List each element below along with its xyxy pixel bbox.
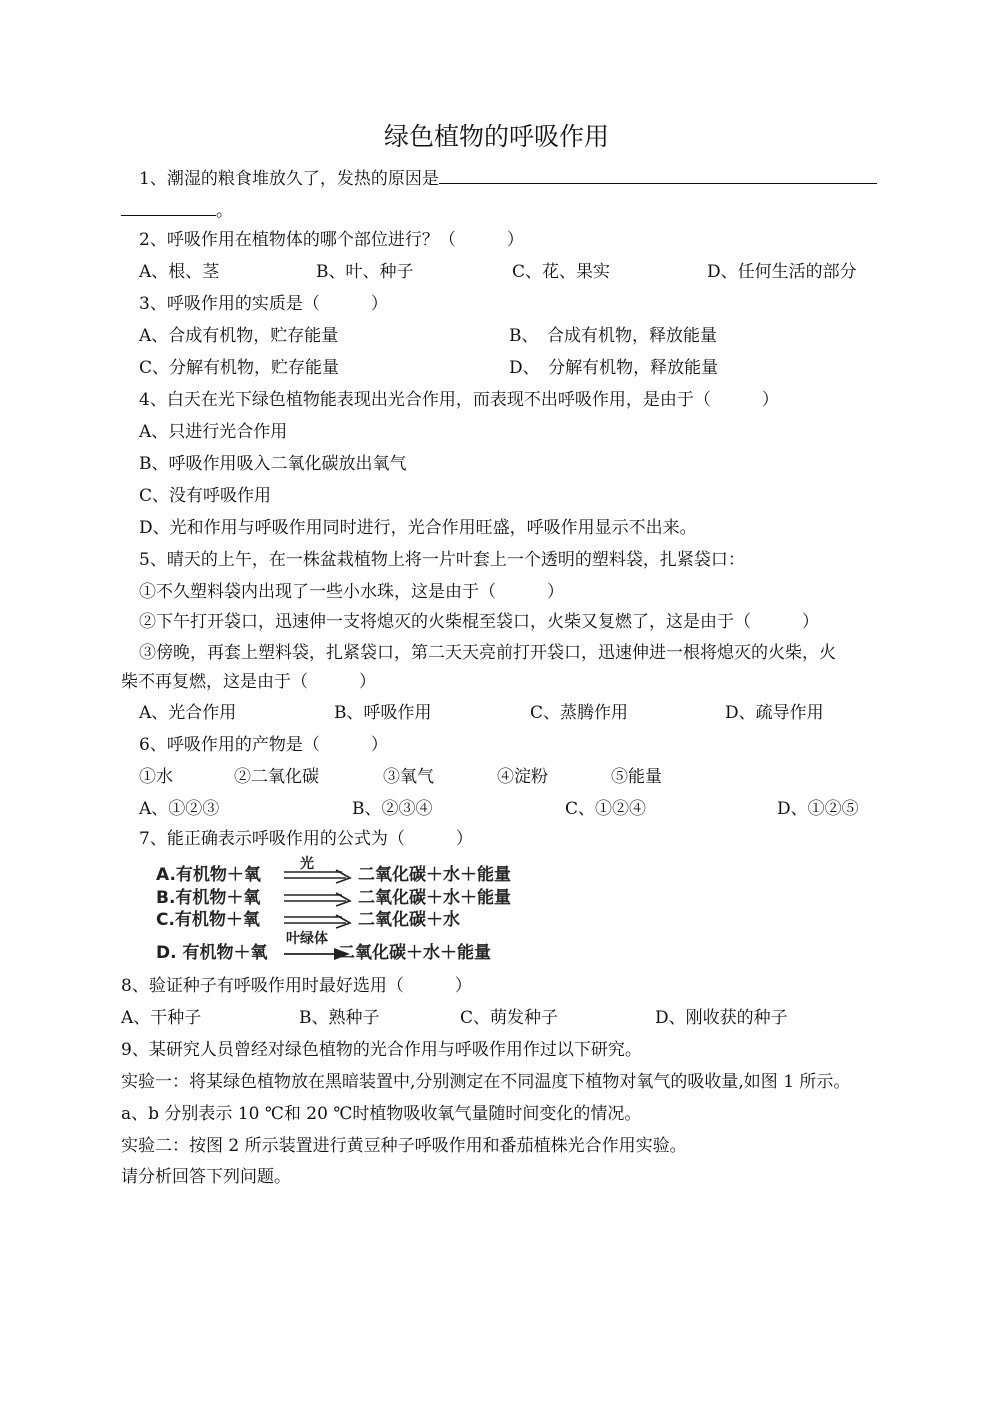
q4-option-d[interactable]: D、光和作用与呼吸作用同时进行，光合作用旺盛，呼吸作用显示不出来。 — [139, 518, 697, 538]
q2-option-b[interactable]: B、叶、种子 — [316, 262, 414, 282]
q8-option-b[interactable]: B、熟种子 — [299, 1008, 380, 1028]
question-1 — [139, 168, 877, 190]
formula-b-right: 二氧化碳＋水＋能量 — [358, 888, 511, 908]
question-5-stem: 5、晴天的上午，在一株盆栽植物上将一片叶套上一个透明的塑料袋，扎紧袋口： — [139, 550, 745, 570]
question-1-continued — [121, 200, 233, 222]
q3-option-d[interactable]: D、 分解有机物，释放能量 — [509, 358, 719, 378]
formula-d-condition: 叶绿体 — [286, 931, 328, 947]
answer-blank-continued[interactable] — [121, 201, 216, 216]
question-8-stem: 8、验证种子有呼吸作用时最好选用（ ） — [121, 976, 472, 996]
experiment-1-note: a、b 分别表示 10 ℃和 20 ℃时植物吸收氧气量随时间变化的情况。 — [121, 1104, 642, 1124]
q6-item: ⑤能量 — [611, 767, 662, 787]
formula-a-left[interactable]: A.有机物＋氧 — [156, 865, 261, 885]
q8-option-c[interactable]: C、萌发种子 — [460, 1008, 559, 1028]
question-6-stem: 6、呼吸作用的产物是（ ） — [139, 735, 388, 755]
q8-option-a[interactable]: A、干种子 — [121, 1008, 202, 1028]
q3-option-c[interactable]: C、分解有机物，贮存能量 — [139, 358, 340, 378]
question-5-sub-1: ①不久塑料袋内出现了一些小水珠，这是由于（ ） — [139, 582, 564, 602]
q6-item: ①水 — [139, 767, 173, 787]
q2-option-d[interactable]: D、任何生活的部分 — [707, 262, 857, 282]
q4-option-a[interactable]: A、只进行光合作用 — [139, 422, 288, 442]
question-3-stem: 3、呼吸作用的实质是（ ） — [139, 294, 388, 314]
q6-item: ④淀粉 — [497, 767, 548, 787]
arrow-icon — [282, 868, 352, 884]
q3-option-a[interactable]: A、合成有机物，贮存能量 — [139, 326, 339, 346]
q6-option-a[interactable]: A、①②③ — [139, 799, 220, 819]
q6-item: ③氧气 — [383, 767, 434, 787]
formula-c-right: 二氧化碳＋水 — [358, 910, 460, 930]
experiment-1-text: 实验一：将某绿色植物放在黑暗装置中,分别测定在不同温度下植物对氧气的吸收量,如图 1 所示。 — [121, 1072, 851, 1092]
q6-option-d[interactable]: D、①②⑤ — [777, 799, 859, 819]
formula-c-left[interactable]: C.有机物＋氧 — [156, 910, 260, 930]
question-4-stem: 4、白天在光下绿色植物能表现出光合作用，而表现不出呼吸作用，是由于（ ） — [139, 390, 779, 410]
q6-item: ②二氧化碳 — [234, 767, 319, 787]
question-5-sub-3-continued: 柴不再复燃，这是由于（ ） — [121, 672, 376, 692]
formula-a-condition: 光 — [300, 856, 314, 872]
question-2-stem: 2、呼吸作用在植物体的哪个部位进行？（ ） — [139, 230, 524, 250]
page-title: 绿色植物的呼吸作用 — [383, 122, 609, 151]
answer-blank[interactable] — [439, 169, 877, 184]
experiment-2-text: 实验二：按图 2 所示装置进行黄豆种子呼吸作用和番茄植株光合作用实验。 — [121, 1136, 687, 1156]
question-7-stem: 7、能正确表示呼吸作用的公式为（ ） — [139, 829, 473, 849]
q3-option-b[interactable]: B、 合成有机物，释放能量 — [509, 326, 717, 346]
question-5-sub-2: ②下午打开袋口，迅速伸一支将熄灭的火柴棍至袋口，火柴又复燃了，这是由于（ ） — [139, 612, 819, 632]
formula-b-left[interactable]: B.有机物＋氧 — [156, 888, 261, 908]
q5-option-c[interactable]: C、蒸腾作用 — [530, 703, 629, 723]
q2-option-a[interactable]: A、根、茎 — [139, 262, 220, 282]
q5-option-d[interactable]: D、疏导作用 — [725, 703, 824, 723]
question-5-sub-3: ③傍晚，再套上塑料袋，扎紧袋口，第二天天亮前打开袋口，迅速伸进一根将熄灭的火柴，火 — [139, 643, 836, 663]
arrow-icon — [282, 891, 352, 907]
q6-option-c[interactable]: C、①②④ — [565, 799, 647, 819]
q6-option-b[interactable]: B、②③④ — [352, 799, 433, 819]
q4-option-b[interactable]: B、呼吸作用吸入二氧化碳放出氧气 — [139, 454, 407, 474]
question-1-end: 。 — [216, 201, 233, 221]
arrow-icon — [282, 913, 352, 929]
q2-option-c[interactable]: C、花、果实 — [512, 262, 611, 282]
question-1-text: 1、潮湿的粮食堆放久了，发热的原因是 — [139, 169, 439, 189]
q5-option-b[interactable]: B、呼吸作用 — [334, 703, 432, 723]
q4-option-c[interactable]: C、没有呼吸作用 — [139, 486, 272, 506]
formula-d-right: 二氧化碳＋水＋能量 — [338, 943, 491, 963]
question-9-ask: 请分析回答下列问题。 — [121, 1167, 291, 1187]
formula-d-left[interactable]: D. 有机物＋氧 — [156, 943, 268, 963]
formula-a-right: 二氧化碳＋水＋能量 — [358, 865, 511, 885]
q8-option-d[interactable]: D、刚收获的种子 — [655, 1008, 788, 1028]
question-9-stem: 9、某研究人员曾经对绿色植物的光合作用与呼吸作用作过以下研究。 — [121, 1040, 642, 1060]
q5-option-a[interactable]: A、光合作用 — [139, 703, 237, 723]
